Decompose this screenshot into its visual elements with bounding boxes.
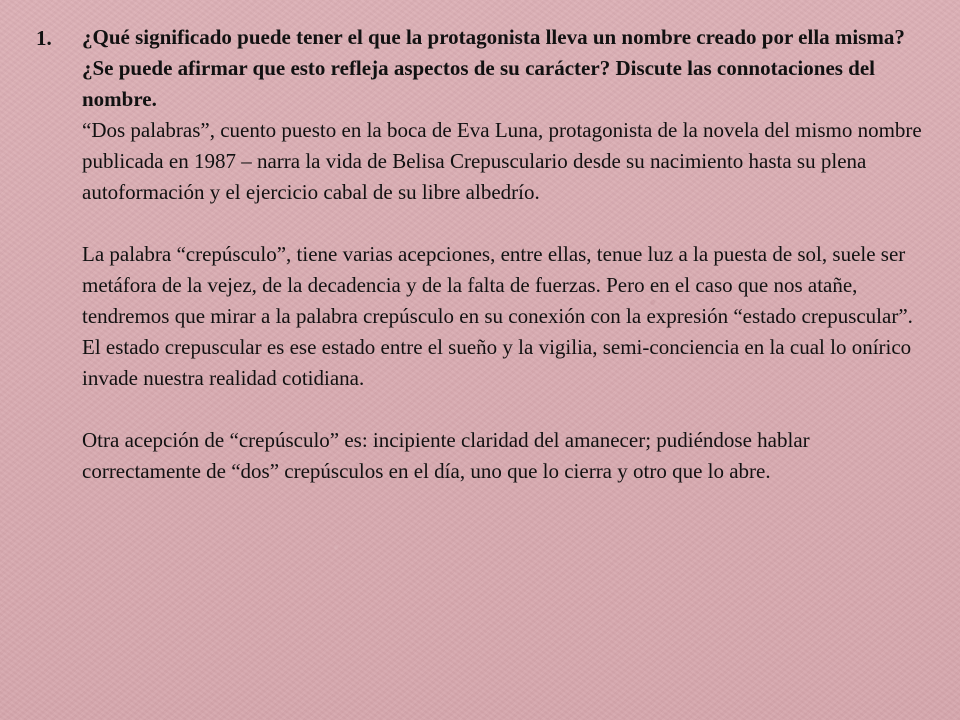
item-content — [82, 22, 928, 487]
paragraph-other-meaning: Otra acepción de “crepúsculo” es: incipiente claridad del amanecer; pudiéndose hablar correctamente de “dos” crepúsculos en el día, uno que lo cierra y otro que lo abre. — [82, 428, 810, 483]
numbered-question-item — [36, 22, 928, 487]
question-text: ¿Qué significado puede tener el que la protagonista lleva un nombre creado por ella misma? ¿Se puede afirmar que esto refleja aspectos de su carácter? Discute las connotaciones del nombre. — [82, 25, 905, 111]
item-number: 1. — [36, 26, 52, 50]
paragraph-spacer — [82, 394, 928, 425]
paragraph-spacer — [82, 208, 928, 239]
paragraph-story-summary: “Dos palabras”, cuento puesto en la boca de Eva Luna, protagonista de la novela del mismo nombre publicada en 1987 – narra la vida de Belisa Crepusculario desde su nacimiento hasta su plena autoformación y el ejercicio cabal de su libre albedrío. — [82, 118, 922, 204]
paragraph-crepusculo-meaning: La palabra “crepúsculo”, tiene varias acepciones, entre ellas, tenue luz a la puesta de sol, suele ser metáfora de la vejez, de la decadencia y de la falta de fuerzas. Pero en el caso que nos atañe, tendremos que mirar a la palabra crepúsculo en su conexión con la expresión “estado crepuscular”. El estado crepuscular es ese estado entre el sueño y la vigilia, semi-conciencia en la cual lo onírico invade nuestra realidad cotidiana. — [82, 242, 913, 390]
slide-content — [36, 22, 928, 698]
